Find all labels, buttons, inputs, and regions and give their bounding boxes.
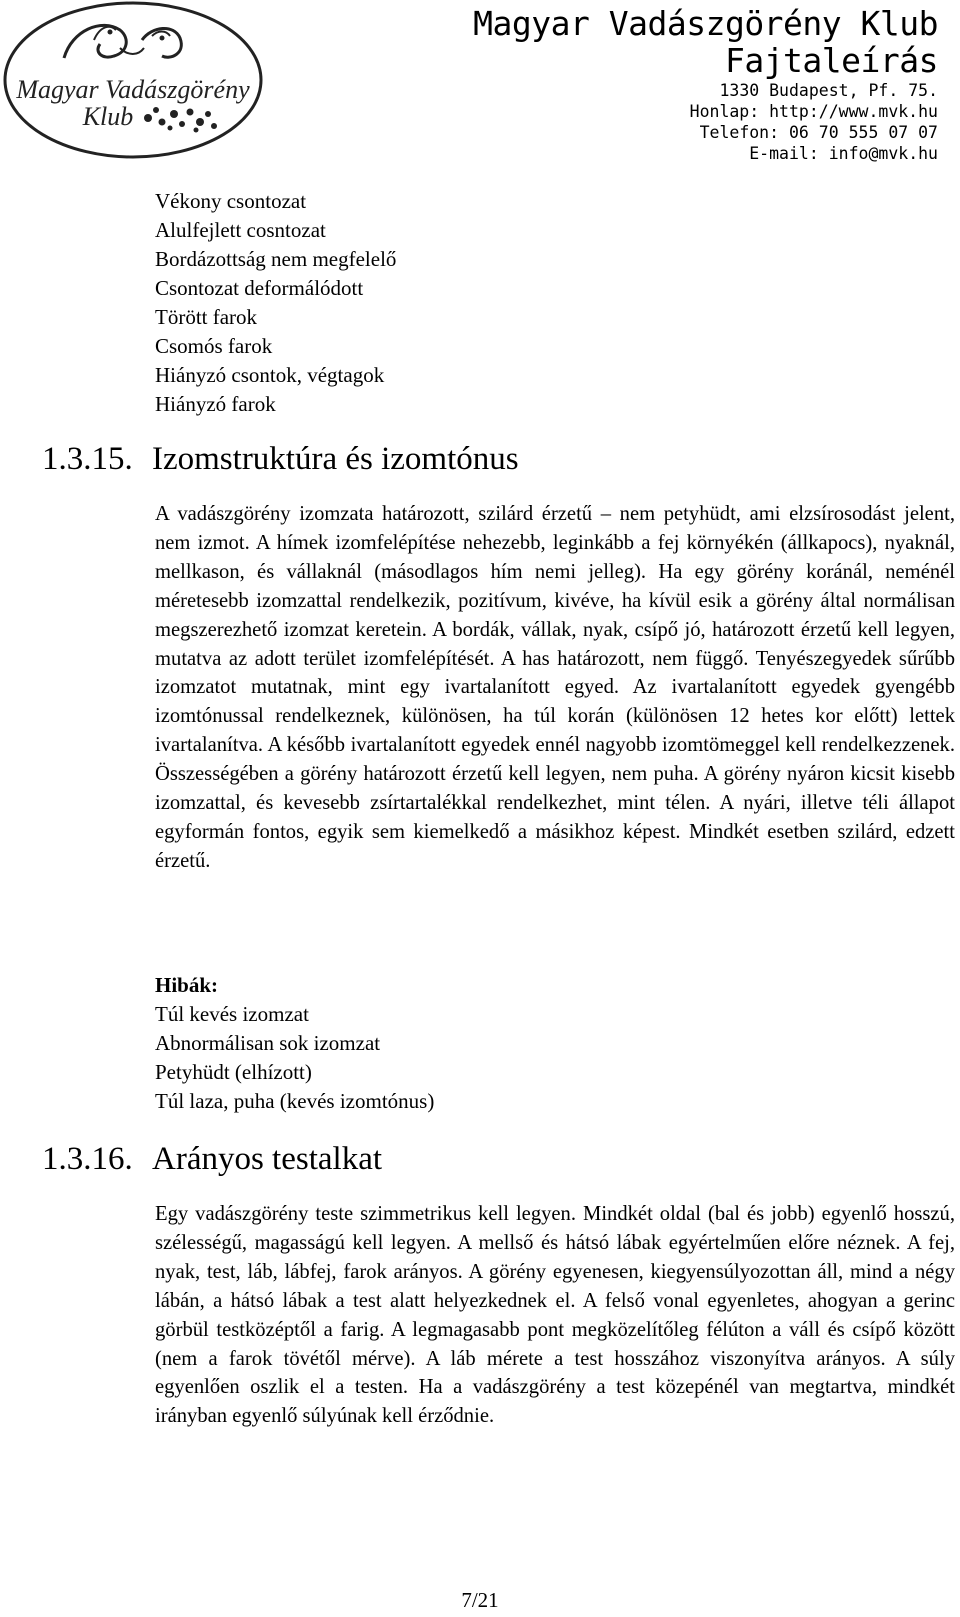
section-title: Arányos testalkat: [152, 1141, 383, 1177]
list-item: Csomós farok: [155, 334, 273, 358]
list-item: Petyhüdt (elhízott): [155, 1060, 312, 1084]
list-item: Abnormálisan sok izomzat: [155, 1031, 381, 1055]
section-number: 1.3.15.: [42, 441, 133, 477]
skeleton-faults-list: [155, 187, 396, 419]
list-item: Hiányzó farok: [155, 392, 276, 416]
document-type: Fajtaleírás: [724, 41, 938, 80]
address: 1330 Budapest, Pf. 75.: [719, 81, 938, 100]
muscle-faults-list: [155, 1000, 434, 1116]
header-info: [473, 6, 938, 164]
list-item: Alulfejlett cosntozat: [155, 218, 326, 242]
logo-text-line2: Klub: [82, 102, 134, 131]
section-title: Izomstruktúra és izomtónus: [152, 441, 519, 477]
phone: Telefon: 06 70 555 07 07: [699, 123, 938, 142]
logo-text-line1: Magyar Vadászgörény: [16, 75, 250, 104]
list-item: Bordázottság nem megfelelő: [155, 247, 397, 271]
muscle-paragraph: A vadászgörény izomzata határozott, szilárd érzetű – nem petyhüdt, ami elzsírosodást jelent, nem izmot. A hímek izomfelépítése nehezebb, leginkább a fej környékén (állkapocs), nyaknál, mellkason, és vállaknál (másodlagos hím nemi jelleg). Ha egy görény koránál, neménél méretesebb izomzattal rendelkezik, pozitívum, kivéve, ha kívül esik a görény által normálisan megszerezhető izomzat keretein. A bordák, vállak, nyak, csípő jó, határozott érzetű kell legyen, mutatva az adott terület izomfelépítését. A has határozott, nem függő. Tenyészegyedek sűrűbb izomzatot mutatnak, mint egy ivartalanított egyed. Az ivartalanított egyedek gyengébb izomtónussal rendelkeznek, különösen, ha túl korán (különösen 12 hetes kor előtt) lettek ivartalanítva. A később ivartalanított egyedek ennél nagyobb izomtömeggel kell rendelkezzenek. Összességében a görény határozott érzetű kell legyen, nem puha. A görény nyáron kicsit kisebb izomzattal, és kevesebb zsírtartalékkal rendelkezhet, mint télen. A nyári, illetve téli állapot egyformán fontos, egyik sem kiemelkedő a másikhoz képest. Mindkét esetben szilárd, edzett érzetű.: [155, 503, 955, 872]
list-item: Túl kevés izomzat: [155, 1002, 309, 1026]
proportion-paragraph: Egy vadászgörény teste szimmetrikus kell legyen. Mindkét oldal (bal és jobb) egyenlő hosszú, szélességű, magasságú kell legyen. A mellső és hátsó lábak egyértelműen előre néznek. A fej, nyak, test, láb, lábfej, farok arányos. A görény egyenesen, kiegyensúlyozottan áll, mind a négy lábán, a hátsó lábak a test alatt helyezkednek el. A felső vonal egyenletes, ahogyan a gerinc görbül testközéptől a farig. A legmagasabb pont megközelítőleg félúton a váll és csípő között (nem a farok tövétől mérve). A láb mérete a test hosszához viszonyítva arányos. A súly egyenlően oszlik el a testen. Ha a vadászgörény a test közepénél van megtartva, mindkét irányban egyenlő súlyúnak kell érződnie.: [155, 1203, 955, 1428]
email-link[interactable]: E-mail: info@mvk.hu: [749, 144, 938, 163]
list-item: Vékony csontozat: [155, 189, 307, 213]
list-item: Hiányzó csontok, végtagok: [155, 363, 385, 387]
faults-label: Hibák:: [155, 973, 219, 997]
list-item: Túl laza, puha (kevés izomtónus): [155, 1089, 435, 1113]
section-number: 1.3.16.: [42, 1141, 133, 1177]
section-heading-muscle: [42, 439, 519, 479]
list-item: Csontozat deformálódott: [155, 276, 364, 300]
page-number: 7/21: [461, 1588, 499, 1612]
section-heading-proportion: [42, 1139, 382, 1179]
list-item: Törött farok: [155, 305, 258, 329]
club-logo: [2, 0, 264, 160]
website-link[interactable]: Honlap: http://www.mvk.hu: [689, 102, 938, 121]
club-name: Magyar Vadászgörény Klub: [473, 4, 938, 43]
